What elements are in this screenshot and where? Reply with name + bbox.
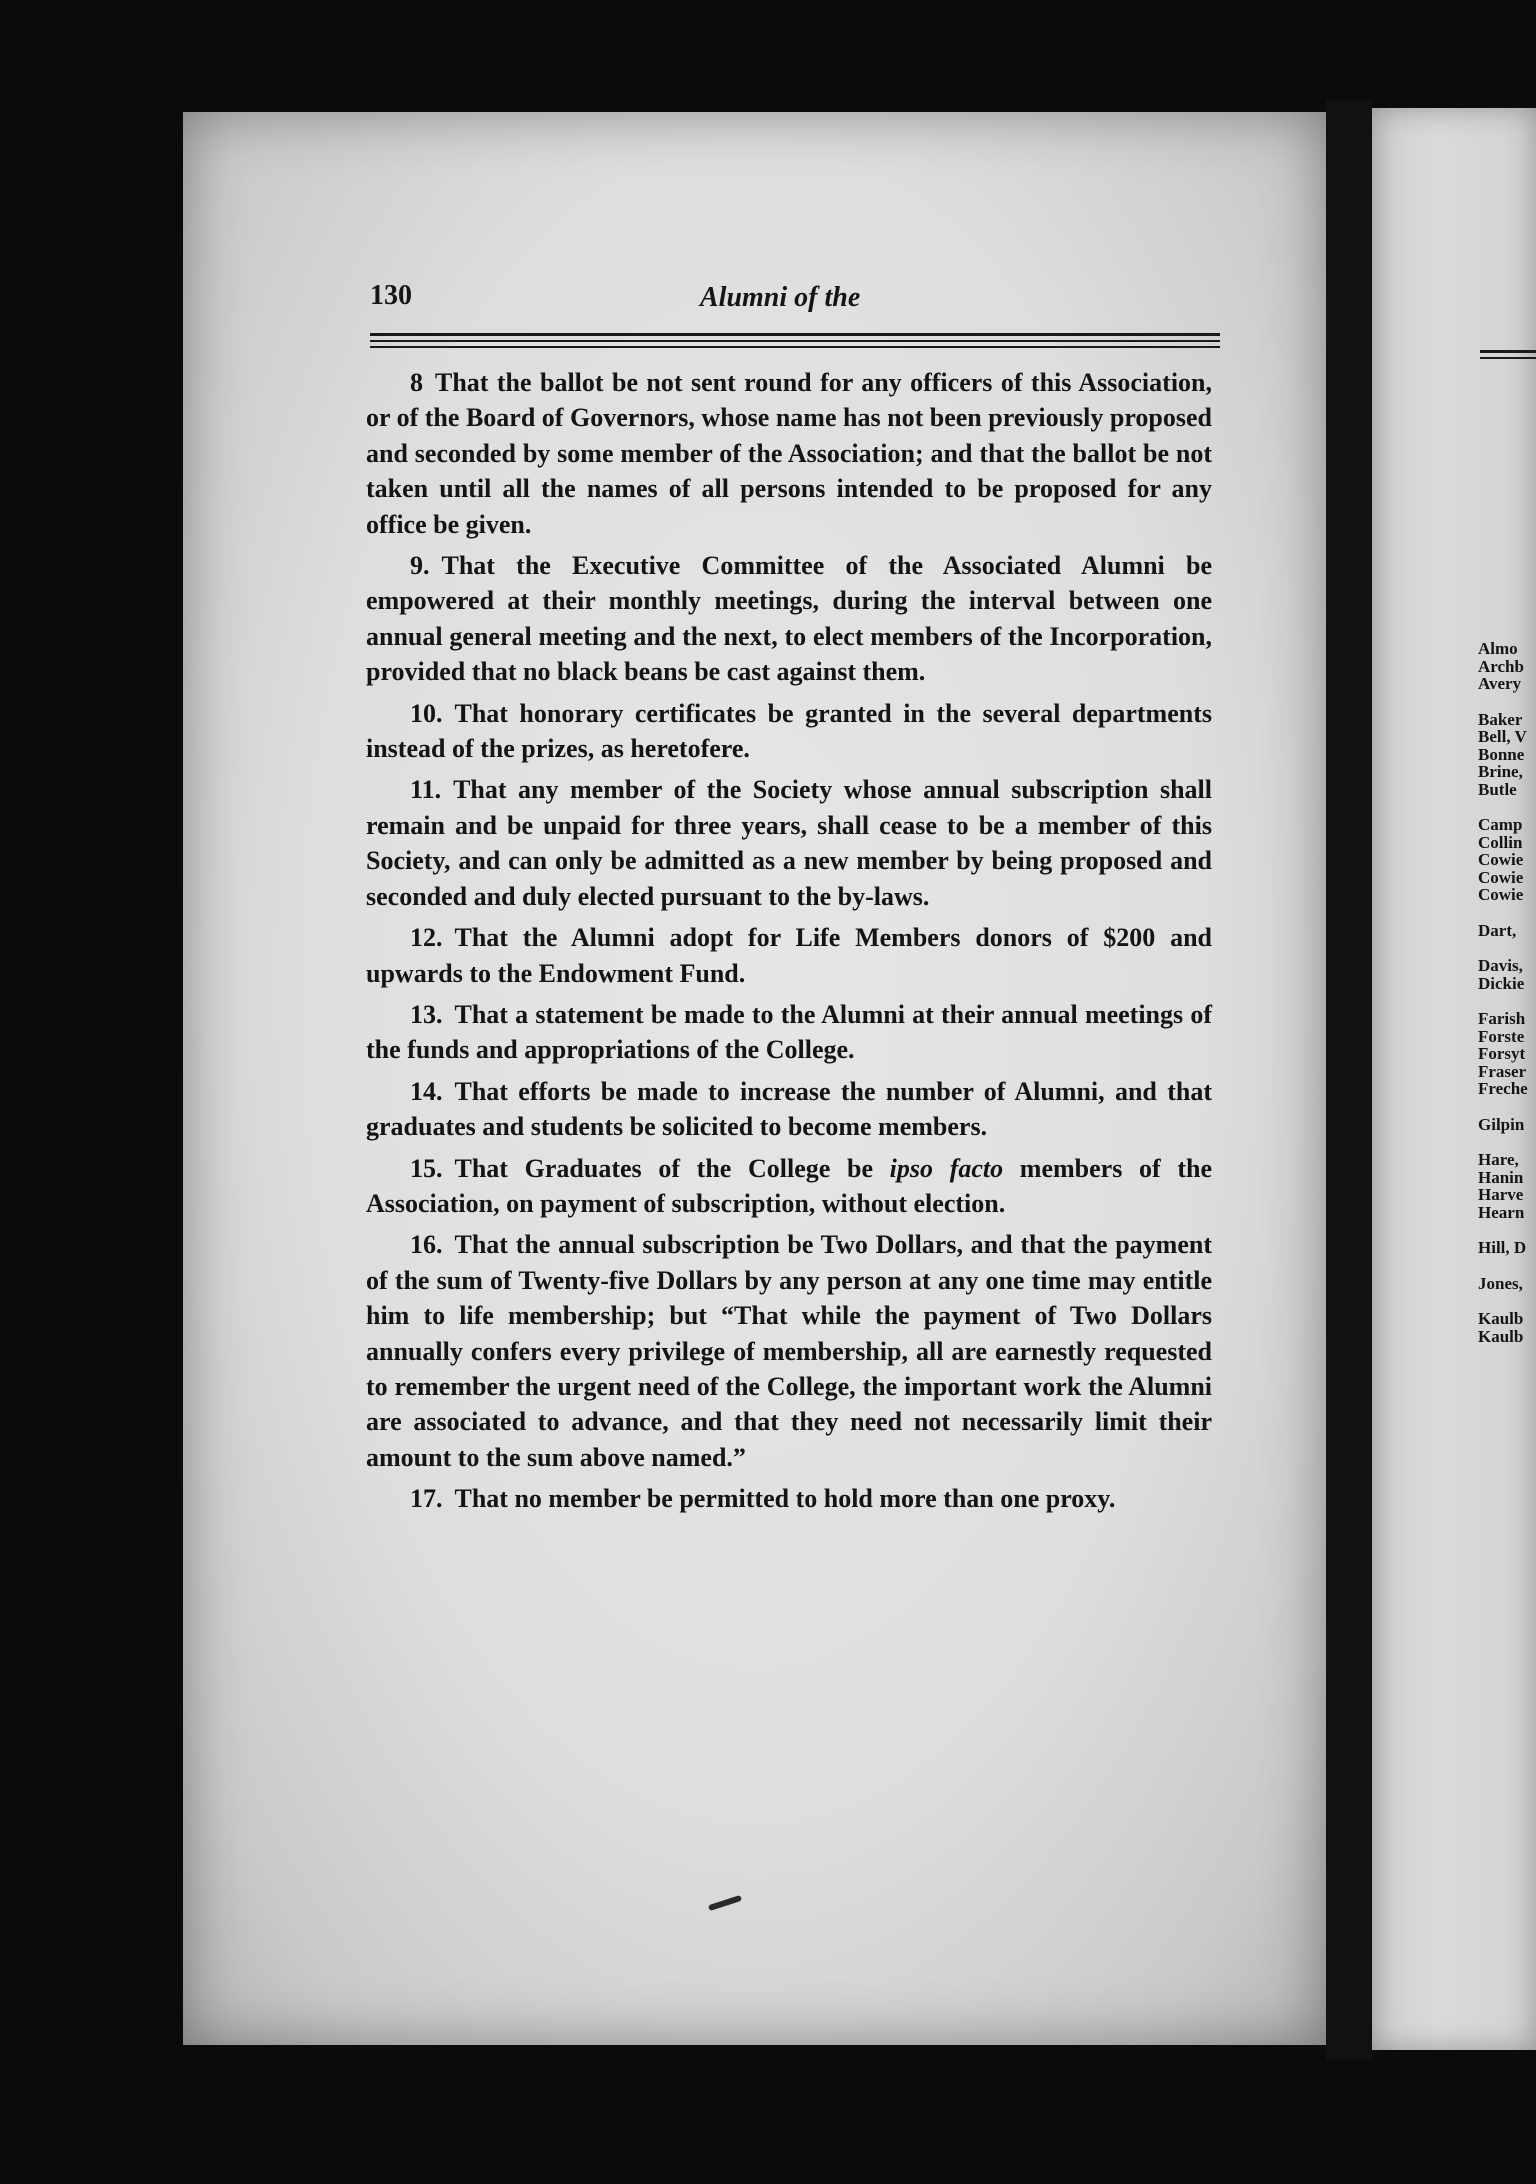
facing-page-name-fragment: Hearn [1478,1202,1525,1222]
resolution-text-after: members of the Association, on payment of subscription, without election. [366,1153,1212,1218]
name-gap [1478,1133,1536,1151]
resolution-text: That the Alumni adopt for Life Members donors of $200 and upwards to the Endowment Fund. [366,923,1212,988]
resolution-8 [366,365,1212,542]
running-head: Alumni of the [700,282,861,313]
header-rule-top [370,333,1220,336]
resolution-number: 8 [410,368,423,397]
name-gap [1478,1257,1536,1275]
facing-page-rule-bottom [1480,357,1536,359]
facing-page-name-fragment: Avery [1478,674,1522,693]
facing-page-name-fragment: Forste [1478,1026,1525,1046]
facing-page-name-fragment: Camp [1478,815,1523,834]
facing-page-name-fragment: Butle [1478,779,1517,799]
facing-page-name-fragment: Freche [1478,1079,1528,1098]
resolution-16 [366,1227,1212,1475]
resolution-text: That any member of the Society whose annual subscription shall remain and be unpaid for three years, shall cease to be a member of this Society, and can only be admitted as a new member by being proposed and seconded and duly elected pursuant to the by-laws. [366,775,1212,911]
facing-page-name-fragment: Farish [1478,1009,1526,1028]
resolution-text: That the annual subscription be Two Dollars, and that the payment of the sum of Twenty-five Dollars by any person at any one time may entitle him to life membership; but “That while the payment of Two Dollars annually confers every privilege of membership, all are earnestly requested to remember the urgent need of the College, the important work the Alumni are associated to advance, and that they need not necessarily limit their amount to the sum above named.” [366,1230,1212,1472]
facing-page-name-fragment: Kaulb [1478,1309,1524,1328]
facing-page-name-fragment: Cowie [1478,867,1524,887]
resolution-12 [366,920,1212,991]
resolution-text: That a statement be made to the Alumni at their annual meetings of the funds and appropriations of the College. [366,999,1212,1065]
name-gap [1478,939,1536,957]
facing-page-name-fragment: Jones, [1478,1273,1523,1293]
facing-page-name-fragment: Harve [1478,1185,1524,1204]
page-number: 130 [370,280,412,311]
resolution-number: 13. [410,999,443,1029]
facing-page-name-fragment: Bonne [1478,744,1525,764]
resolution-11 [366,772,1212,914]
resolution-10 [366,696,1212,767]
name-gap [1478,1292,1536,1310]
facing-page-name-fragment: Kaulb [1478,1326,1524,1345]
resolution-text-italic: ipso facto [889,1153,1004,1183]
name-gap [1478,1098,1536,1116]
facing-page-name-fragment: Hare, [1478,1150,1519,1169]
facing-page-rule-top [1480,350,1536,353]
name-gap [1478,693,1536,711]
name-gap [1478,904,1536,922]
resolution-number: 11. [410,775,442,805]
header-rule-bottom [370,346,1220,348]
facing-page-name-fragment: Dickie [1478,973,1525,993]
book-gutter [1326,100,1372,2060]
facing-page-name-fragment: Bell, V [1478,727,1527,746]
facing-page-name-fragment: Dart, [1478,920,1517,940]
resolution-number: 15. [410,1153,443,1183]
facing-page-name-fragment: Cowie [1478,850,1524,869]
resolution-9 [366,548,1212,690]
resolution-number: 16. [410,1230,443,1260]
facing-page-name-fragment: Davis, [1478,956,1523,975]
facing-page-name-fragment: Hill, D [1478,1238,1527,1257]
resolution-text: That the Executive Committee of the Associated Alumni be empowered at their monthly meetings, during the interval between one annual general meeting and the next, to elect members of the Incorporation, provided that no black beans be cast against them. [366,551,1212,687]
resolution-number: 17. [410,1484,443,1514]
facing-page-name-fragment: Collin [1478,832,1523,852]
facing-page-name-list [1478,640,1536,1345]
resolution-number: 10. [410,698,443,728]
resolution-number: 12. [410,923,443,953]
facing-page-name-fragment: Forsyt [1478,1044,1526,1063]
name-gap [1478,992,1536,1010]
resolution-17 [366,1481,1212,1516]
resolution-text: That efforts be made to increase the number of Alumni, and that graduates and students be solicited to become members. [366,1076,1212,1142]
resolutions-text [366,365,1212,1523]
resolution-text: That the ballot be not sent round for any officers of this Association, or of the Board of Governors, whose name has not been previously proposed and seconded by some member of the Association; and that the ballot be not taken until all the names of all persons intended to be proposed for any office be given. [366,368,1212,539]
resolution-15 [366,1151,1212,1222]
facing-page-name-fragment: Baker [1478,709,1523,729]
facing-page-name-fragment: Hanin [1478,1167,1524,1187]
facing-page-name-fragment: Archb [1478,656,1524,676]
facing-page-name-fragment: Fraser [1478,1061,1527,1081]
facing-page-name-fragment: Gilpin [1478,1114,1525,1134]
resolution-text-before: That Graduates of the College be [454,1153,890,1183]
facing-page-name-fragment: Brine, [1478,762,1523,781]
resolution-number: 14. [410,1076,443,1106]
facing-page-name-fragment: Almo [1478,640,1518,658]
facing-page-name-fragment: Cowie [1478,885,1524,904]
resolution-13 [366,997,1212,1068]
resolution-14 [366,1074,1212,1145]
resolution-text: That honorary certificates be granted in the several departments instead of the prizes, as heretofere. [366,698,1212,764]
resolution-number: 9. [410,551,430,581]
name-gap [1478,798,1536,816]
name-gap [1478,1221,1536,1239]
resolution-text: That no member be permitted to hold more than one proxy. [454,1484,1116,1514]
header-rule-middle [370,340,1220,342]
